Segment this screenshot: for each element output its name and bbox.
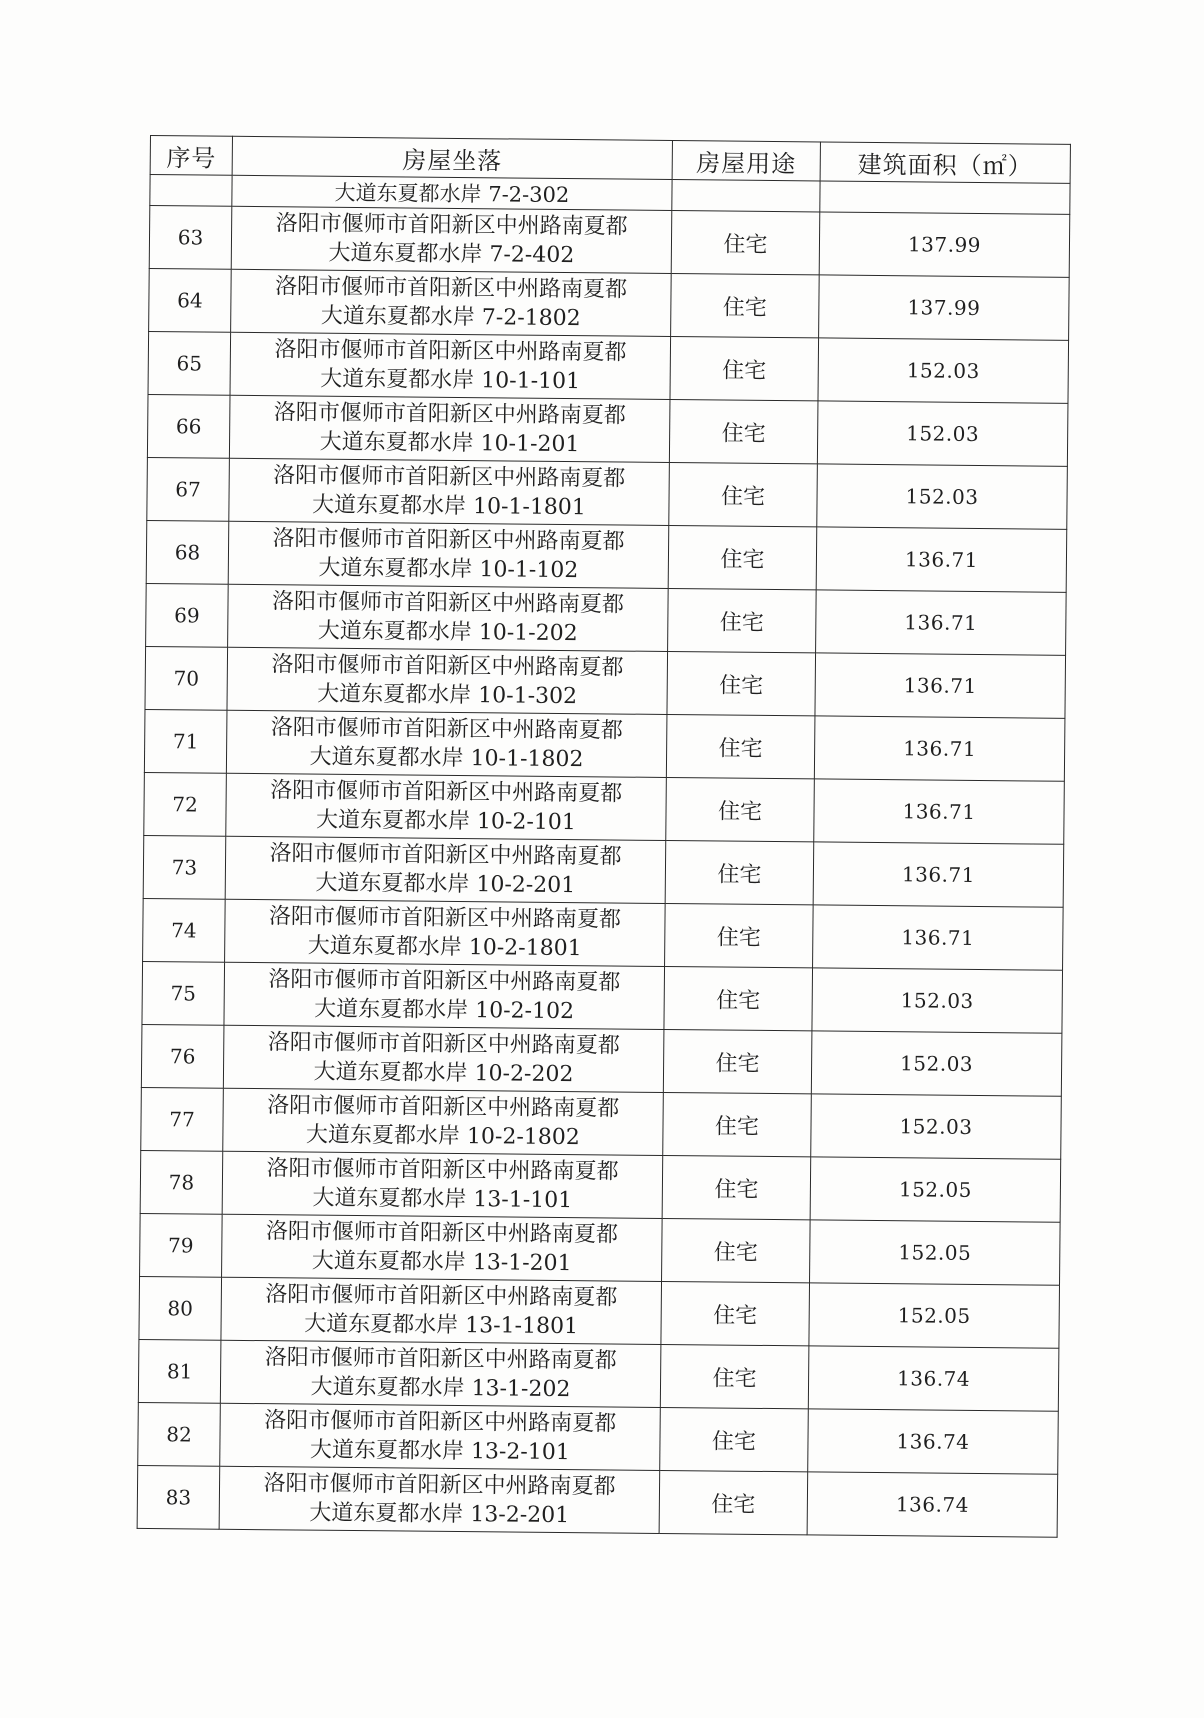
address-line-1: 洛阳市偃师市首阳新区中州路南夏都 [274,274,628,303]
continuation-address-cell: 大道东夏都水岸 7-2-302 [232,175,672,210]
row-address [225,899,666,966]
table-row [144,772,1065,844]
row-use: 住宅 [663,1092,812,1156]
row-number: 63 [149,206,232,270]
address-line-1: 洛阳市偃师市首阳新区中州路南夏都 [275,211,628,240]
table-row [144,709,1065,781]
table-row [137,1465,1058,1537]
table-row [138,1402,1059,1474]
row-address [222,1151,663,1218]
row-address [228,584,669,651]
address-line-2: 大道东夏都水岸 7-2-402 [328,240,575,269]
address-line-2: 大道东夏都水岸 10-1-1801 [311,492,586,521]
row-number: 73 [143,835,226,899]
row-area: 136.74 [807,1472,1058,1537]
row-use: 住宅 [669,463,818,527]
address-line-2: 大道东夏都水岸 10-2-1802 [305,1122,580,1151]
row-address [225,836,666,903]
row-use: 住宅 [664,966,813,1030]
row-area: 137.99 [819,212,1070,277]
row-area: 152.05 [810,1157,1061,1222]
row-number: 82 [138,1402,221,1466]
row-number: 79 [140,1213,223,1277]
row-number: 72 [144,772,227,836]
property-table [137,135,1071,1538]
row-number: 76 [141,1024,224,1088]
row-area: 137.99 [819,275,1070,340]
row-number: 81 [138,1339,221,1403]
row-use: 住宅 [659,1470,808,1534]
row-number: 65 [148,331,231,395]
row-use: 住宅 [670,337,819,401]
address-line-2: 大道东夏都水岸 13-1-101 [312,1185,573,1214]
address-line-1: 洛阳市偃师市首阳新区中州路南夏都 [264,1408,617,1437]
row-area: 152.03 [811,1031,1062,1096]
row-number: 68 [146,520,229,584]
continuation-area-cell [820,181,1070,214]
row-number: 70 [145,646,228,710]
address-line-2: 大道东夏都水岸 10-2-201 [315,870,576,899]
row-use: 住宅 [671,274,820,338]
row-number: 64 [149,268,232,332]
table-row [147,457,1068,529]
row-address [223,1088,664,1155]
row-use: 住宅 [667,651,816,715]
row-area: 136.71 [814,716,1065,781]
header-no: 序号 [150,136,232,176]
row-number: 77 [141,1087,224,1151]
row-number: 83 [137,1465,220,1529]
row-address [231,206,672,273]
address-line-2: 大道东夏都水岸 13-2-201 [309,1500,570,1529]
table-row [141,1087,1062,1159]
address-line-1: 洛阳市偃师市首阳新区中州路南夏都 [266,1156,619,1185]
address-line-1: 洛阳市偃师市首阳新区中州路南夏都 [268,967,621,996]
address-line-1: 洛阳市偃师市首阳新区中州路南夏都 [271,589,625,618]
row-use: 住宅 [665,903,814,967]
address-line-1: 洛阳市偃师市首阳新区中州路南夏都 [264,1345,617,1374]
row-area: 152.03 [817,401,1068,466]
row-number: 74 [143,898,226,962]
address-line-2: 大道东夏都水岸 10-2-101 [315,807,576,836]
address-line-2: 大道东夏都水岸 13-1-201 [311,1248,572,1277]
table-row [148,331,1069,403]
row-use: 住宅 [666,777,815,841]
address-line-2: 大道东夏都水岸 13-1-1801 [304,1311,579,1340]
address-line-2: 大道东夏都水岸 10-2-102 [314,996,575,1025]
row-address [219,1466,660,1533]
table-row [149,268,1070,340]
address-line-1: 洛阳市偃师市首阳新区中州路南夏都 [270,715,623,744]
row-address [228,521,669,588]
address-line-1: 洛阳市偃师市首阳新区中州路南夏都 [267,1093,620,1122]
row-area: 136.74 [808,1346,1059,1411]
address-line-2: 大道东夏都水岸 10-2-202 [313,1059,574,1088]
row-address [229,395,670,462]
row-use: 住宅 [671,211,820,275]
table-row [145,646,1066,718]
address-line-2: 大道东夏都水岸 10-1-202 [317,618,578,647]
row-address [229,458,670,525]
address-line-1: 洛阳市偃师市首阳新区中州路南夏都 [273,400,626,429]
row-use: 住宅 [660,1344,809,1408]
row-area: 136.71 [815,653,1066,718]
row-address [226,773,667,840]
row-area: 136.71 [813,842,1064,907]
continuation-use-cell [672,180,820,212]
header-use: 房屋用途 [672,141,820,181]
row-use: 住宅 [666,714,815,778]
row-number: 71 [144,709,227,773]
address-line-1: 洛阳市偃师市首阳新区中州路南夏都 [265,1282,618,1311]
address-line-1: 洛阳市偃师市首阳新区中州路南夏都 [265,1219,619,1248]
header-area: 建筑面积（㎡） [820,142,1070,183]
row-area: 136.74 [808,1409,1059,1474]
address-line-1: 洛阳市偃师市首阳新区中州路南夏都 [270,778,623,807]
table-row [143,898,1064,970]
address-line-1: 洛阳市偃师市首阳新区中州路南夏都 [268,904,622,933]
address-line-1: 洛阳市偃师市首阳新区中州路南夏都 [263,1471,616,1500]
row-number: 66 [147,394,230,458]
row-area: 152.03 [817,464,1068,529]
row-area: 152.03 [811,1094,1062,1159]
table-row [139,1276,1060,1348]
address-line-1: 洛阳市偃师市首阳新区中州路南夏都 [267,1030,620,1059]
table-row [143,835,1064,907]
table-row [138,1339,1059,1411]
row-address [224,962,665,1029]
row-address [223,1025,664,1092]
row-use: 住宅 [665,840,814,904]
row-number: 75 [142,961,225,1025]
table-body [137,175,1070,1538]
row-area: 152.05 [809,1283,1060,1348]
row-area: 152.03 [812,968,1063,1033]
row-area: 152.05 [810,1220,1061,1285]
row-area: 136.71 [813,905,1064,970]
row-use: 住宅 [663,1029,812,1093]
table-row [141,1024,1062,1096]
row-address [231,269,672,336]
row-address [222,1214,663,1281]
table-row [140,1213,1061,1285]
row-address [226,710,667,777]
row-use: 住宅 [668,525,817,589]
row-area: 136.71 [814,779,1065,844]
table-row [140,1150,1061,1222]
row-number: 80 [139,1276,222,1340]
row-area: 136.71 [816,590,1067,655]
address-line-2: 大道东夏都水岸 10-1-302 [317,681,578,710]
address-line-1: 洛阳市偃师市首阳新区中州路南夏都 [271,652,624,681]
table-row [142,961,1063,1033]
row-address [227,647,668,714]
row-area: 152.03 [818,338,1069,403]
address-line-1: 洛阳市偃师市首阳新区中州路南夏都 [269,841,622,870]
address-line-2: 大道东夏都水岸 10-2-1801 [307,933,582,962]
table-row [146,583,1067,655]
header-address: 房屋坐落 [232,136,672,179]
row-use: 住宅 [660,1407,809,1471]
row-number: 69 [146,583,229,647]
row-address [230,332,671,399]
address-line-2: 大道东夏都水岸 10-1-1802 [309,744,584,773]
address-line-2: 大道东夏都水岸 10-1-201 [319,429,580,458]
row-address [220,1340,661,1407]
address-line-1: 洛阳市偃师市首阳新区中州路南夏都 [273,463,626,492]
row-address [221,1277,662,1344]
address-line-1: 洛阳市偃师市首阳新区中州路南夏都 [272,526,625,555]
row-number: 78 [140,1150,223,1214]
row-use: 住宅 [668,588,817,652]
row-use: 住宅 [661,1281,810,1345]
row-use: 住宅 [662,1218,811,1282]
address-line-2: 大道东夏都水岸 7-2-1802 [320,303,581,332]
table-row [146,520,1067,592]
address-line-2: 大道东夏都水岸 10-1-101 [320,366,581,395]
address-line-2: 大道东夏都水岸 13-2-101 [309,1437,570,1466]
row-area: 136.71 [816,527,1067,592]
address-line-2: 大道东夏都水岸 13-1-202 [310,1374,571,1403]
address-line-1: 洛阳市偃师市首阳新区中州路南夏都 [274,337,627,366]
table-row [147,394,1068,466]
table-row [149,206,1070,278]
continuation-no-cell [150,175,232,207]
row-address [220,1403,661,1470]
row-number: 67 [147,457,230,521]
row-use: 住宅 [662,1155,811,1219]
address-line-2: 大道东夏都水岸 10-1-102 [318,555,579,584]
row-use: 住宅 [669,400,818,464]
